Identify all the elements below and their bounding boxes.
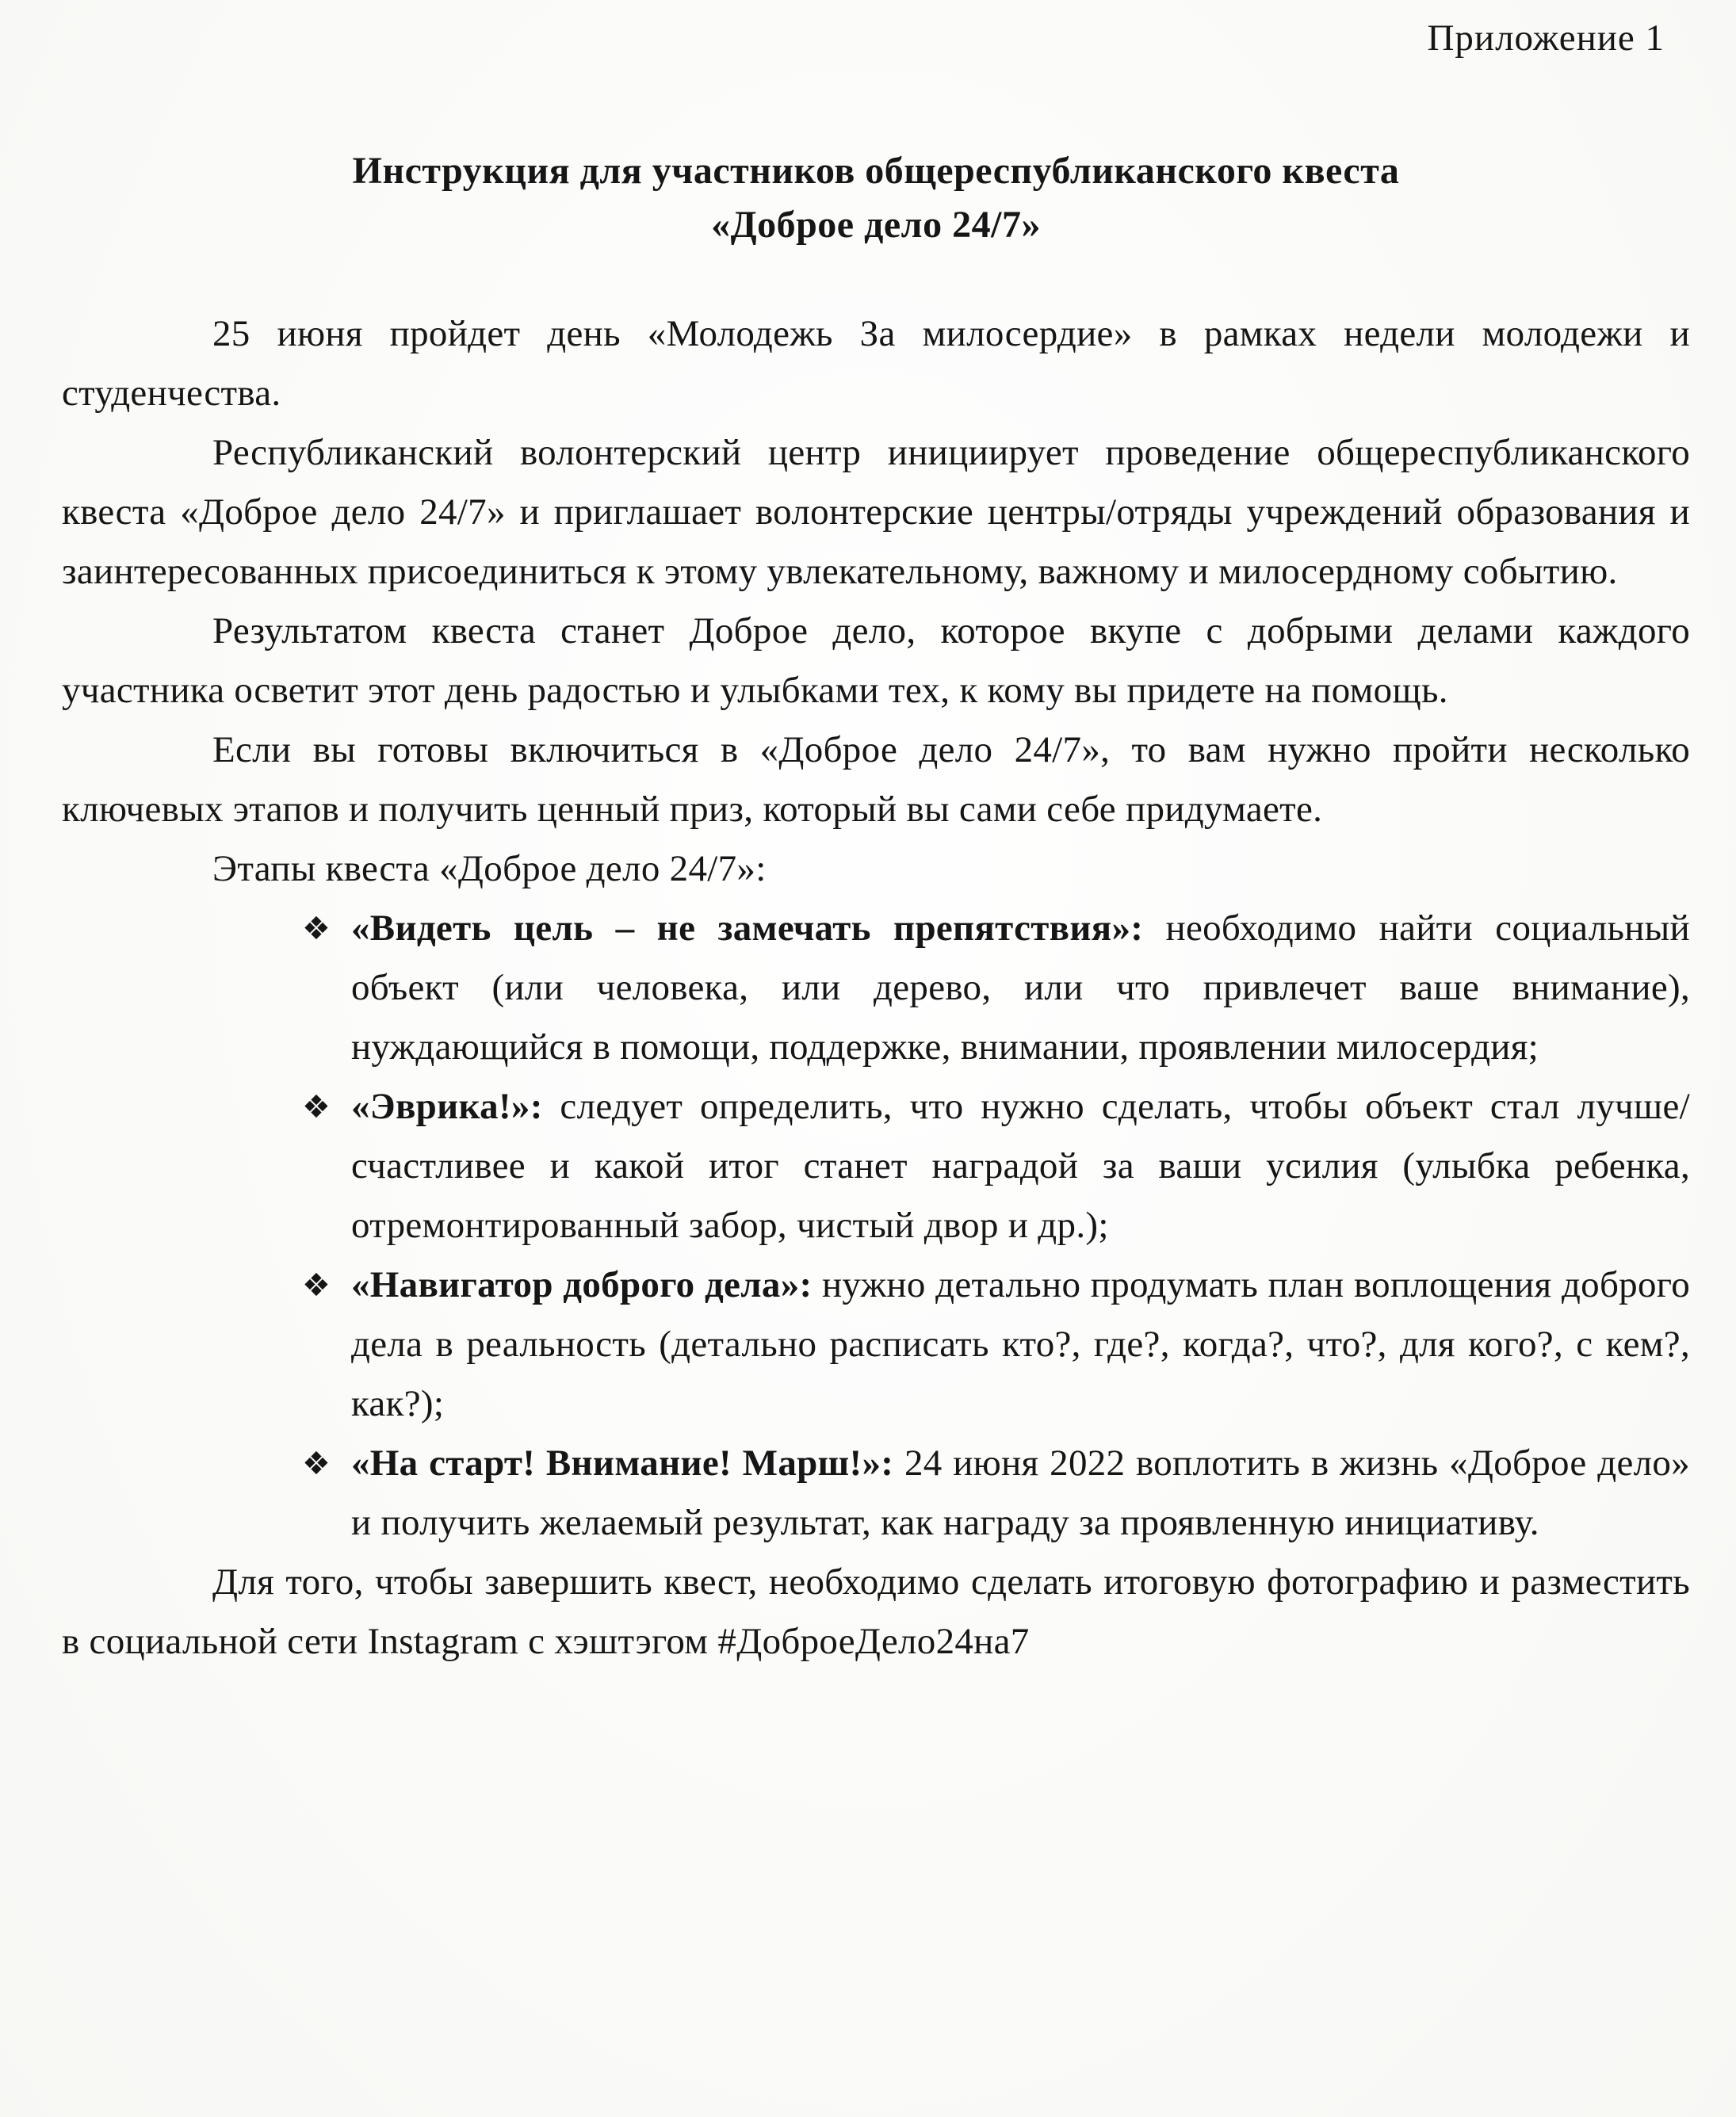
diamond-bullet-icon: ❖ xyxy=(302,1267,331,1304)
document-title xyxy=(62,144,1690,252)
stage-description: следует определить, что нужно сделать, чтобы объект стал лучше/ счастливее и какой итог станет наградой за ваши усилия (улыбка ребенка, отремонтированный забор, чистый двор и др.); xyxy=(351,1086,1690,1246)
stage-title: «На старт! Внимание! Марш!»: xyxy=(351,1443,894,1484)
appendix-label: Приложение 1 xyxy=(1427,17,1665,59)
paragraph-intro-date: 25 июня пройдет день «Молодежь За милосердие» в рамках недели молодежи и студенчества. xyxy=(62,313,1690,414)
paragraph-organizer: Республиканский волонтерский центр инициирует проведение общереспубликанского квеста «Доброе дело 24/7» и приглашает волонтерские центры/отряды учреждений образования и заинтересованных присоединиться к этому увлекательному, важному и милосердному событию. xyxy=(62,432,1690,592)
diamond-bullet-icon: ❖ xyxy=(302,1446,331,1482)
diamond-bullet-icon: ❖ xyxy=(302,911,331,947)
instagram-hashtag: #ДоброеДело24на7 xyxy=(717,1621,1030,1662)
closing-paragraph xyxy=(62,1553,1690,1672)
document-title-line1: Инструкция для участников общереспубликанского квеста xyxy=(352,150,1400,192)
stage-description: 24 июня 2022 воплотить в жизнь «Доброе дело» и получить желаемый результат, как награду за проявленную инициативу. xyxy=(351,1443,1690,1543)
stage-title: «Навигатор доброго дела»: xyxy=(351,1264,813,1305)
stage-title: «Эврика!»: xyxy=(351,1086,543,1127)
document-body xyxy=(62,304,1690,1672)
closing-text: Для того, чтобы завершить квест, необходимо сделать итоговую фотографию и разместить в социальной сети Instagram с хэштэгом xyxy=(62,1561,1690,1662)
document-title-line2: «Доброе дело 24/7» xyxy=(711,204,1041,246)
quest-stages-list xyxy=(302,899,1690,1553)
stage-title: «Видеть цель – не замечать препятствия»: xyxy=(351,908,1144,949)
diamond-bullet-icon: ❖ xyxy=(302,1089,331,1125)
paragraph-result: Результатом квеста станет Доброе дело, которое вкупе с добрыми делами каждого участника осветит этот день радостью и улыбками тех, к кому вы придете на помощь. xyxy=(62,610,1690,711)
quest-stage-item xyxy=(302,899,1690,1077)
stage-description: нужно детально продумать план воплощения доброго дела в реальность (детально расписать кто?, где?, когда?, что?, для кого?, с кем?, как?); xyxy=(351,1264,1690,1424)
quest-stage-item xyxy=(302,1255,1690,1434)
quest-stage-item xyxy=(302,1077,1690,1255)
paragraph-invitation: Если вы готовы включиться в «Доброе дело 24/7», то вам нужно пройти несколько ключевых этапов и получить ценный приз, который вы сами себе придумаете. xyxy=(62,729,1690,830)
stages-intro: Этапы квеста «Доброе дело 24/7»: xyxy=(212,848,767,889)
stage-description: необходимо найти социальный объект (или человека, или дерево, или что привлечет ваше внимание), нуждающийся в помощи, поддержке, внимании, проявлении милосердия; xyxy=(351,908,1690,1068)
quest-stage-item xyxy=(302,1434,1690,1553)
